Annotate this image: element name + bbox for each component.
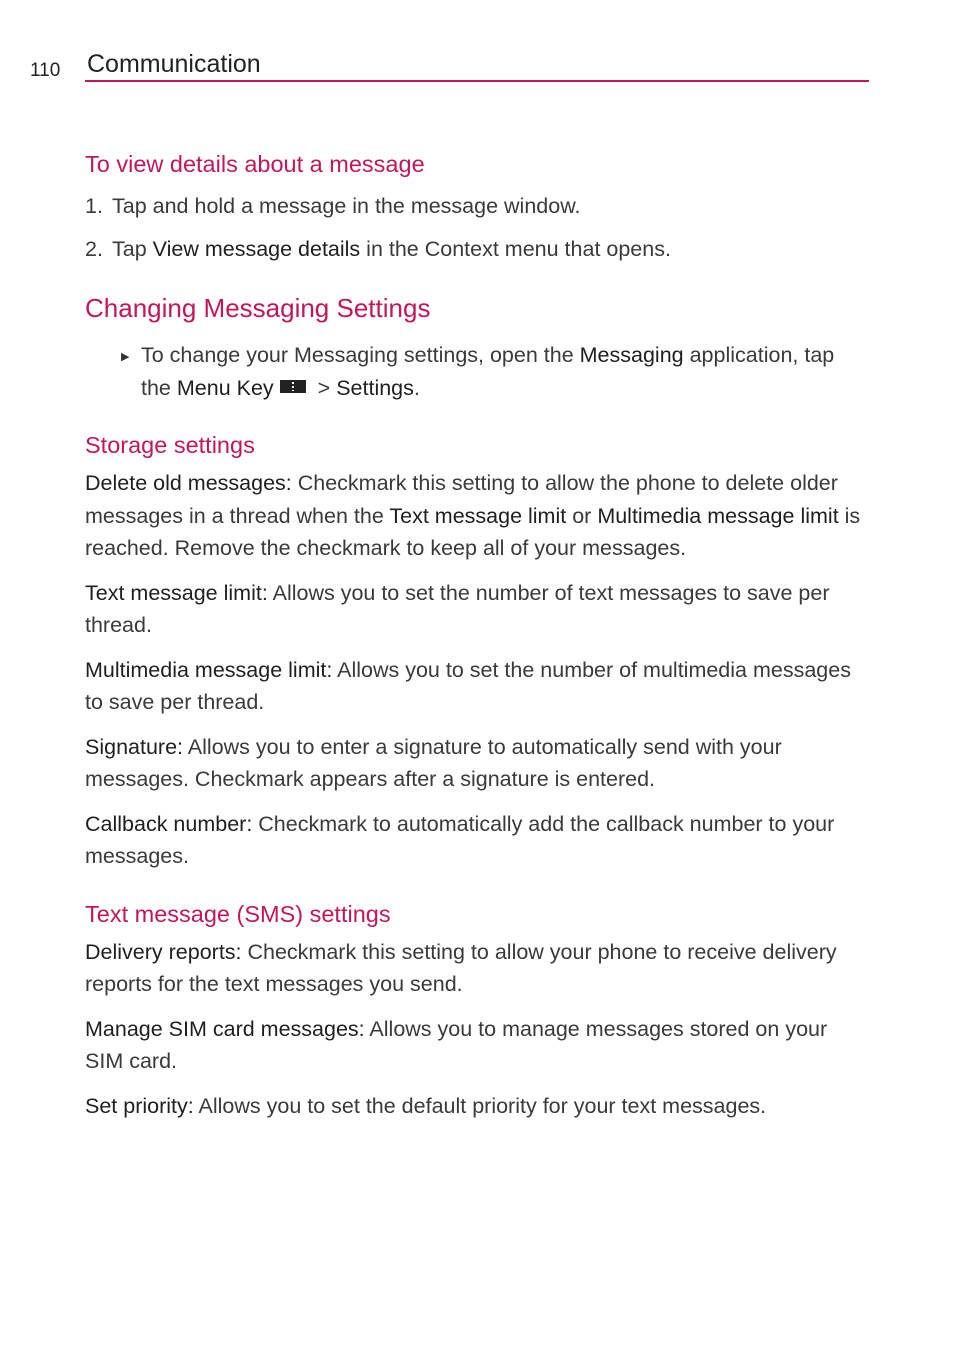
setting-label: Signature: (85, 734, 184, 759)
setting-label: Set priority: (85, 1093, 194, 1118)
text-run: Allows you to enter a signature to automatically send with your messages. Checkmark appears after a signature is entered. (85, 734, 782, 791)
text-run: or (566, 503, 598, 528)
page-header (30, 50, 869, 84)
setting-label: Delivery reports: (85, 939, 242, 964)
setting-label: Callback number: (85, 811, 253, 836)
text-run: is reached. Remove the checkmark to keep all of your messages. (85, 503, 861, 560)
delivery-reports-paragraph (85, 936, 870, 1001)
callback-number-paragraph (85, 808, 870, 873)
text-run: Checkmark this setting to allow your phone to receive delivery reports for the text messages you send. (85, 939, 837, 996)
page-number: 110 (30, 60, 61, 81)
ui-term: Menu Key (176, 375, 274, 400)
view-details-heading: To view details about a message (85, 151, 425, 177)
step-text (112, 233, 671, 266)
ui-term: Messaging (579, 343, 684, 367)
text-run: Allows you to set the number of multimedia messages to save per thread. (85, 657, 851, 714)
ui-term: Multimedia message limit (597, 503, 839, 528)
text-run: Checkmark to automatically add the callback number to your messages. (85, 811, 835, 868)
view-details-steps (85, 190, 870, 265)
ui-term: Settings (336, 375, 414, 400)
text-run: Allows you to manage messages stored on your SIM card. (85, 1016, 828, 1073)
header-divider (85, 80, 869, 82)
set-priority-paragraph (85, 1090, 870, 1123)
menu-key-icon (280, 380, 306, 393)
setting-label: Multimedia message limit: (85, 657, 333, 682)
step-item (85, 233, 870, 266)
sms-settings-heading: Text message (SMS) settings (85, 900, 391, 927)
ui-term: Text message limit (389, 503, 567, 528)
text-run: Allows you to set the number of text messages to save per thread. (85, 580, 830, 637)
delete-old-messages-paragraph (85, 467, 870, 565)
section-title: Communication (87, 50, 261, 78)
text-run: Tap (112, 236, 153, 261)
text-run: in the Context menu that opens. (360, 236, 671, 261)
setting-label: Manage SIM card messages: (85, 1016, 365, 1041)
bullet-text (141, 339, 870, 404)
text-run: > (311, 375, 337, 400)
text-message-limit-paragraph (85, 577, 870, 642)
signature-paragraph (85, 731, 870, 796)
text-run: Allows you to set the default priority for your text messages. (193, 1093, 767, 1118)
ui-term: View message details (152, 236, 361, 261)
storage-settings-heading: Storage settings (85, 432, 255, 458)
setting-label: Delete old messages: (85, 471, 292, 495)
triangle-bullet-icon: ▶ (121, 351, 130, 363)
step-text: Tap and hold a message in the message window. (112, 194, 581, 218)
setting-label: Text message limit: (85, 580, 268, 605)
page-content (85, 148, 870, 1122)
manage-sim-paragraph (85, 1013, 870, 1078)
step-item (85, 190, 870, 223)
step-number: 2. (85, 236, 103, 261)
text-run: Checkmark this setting to allow the phone to delete older messages in a thread when the (85, 471, 838, 528)
multimedia-limit-paragraph (85, 654, 870, 719)
text-run: . (413, 375, 420, 400)
step-number: 1. (85, 194, 103, 218)
text-run: application, tap the (141, 343, 835, 400)
bullet-item (85, 339, 870, 404)
changing-settings-heading: Changing Messaging Settings (85, 293, 431, 323)
text-run: To change your Messaging settings, open the (141, 343, 580, 367)
